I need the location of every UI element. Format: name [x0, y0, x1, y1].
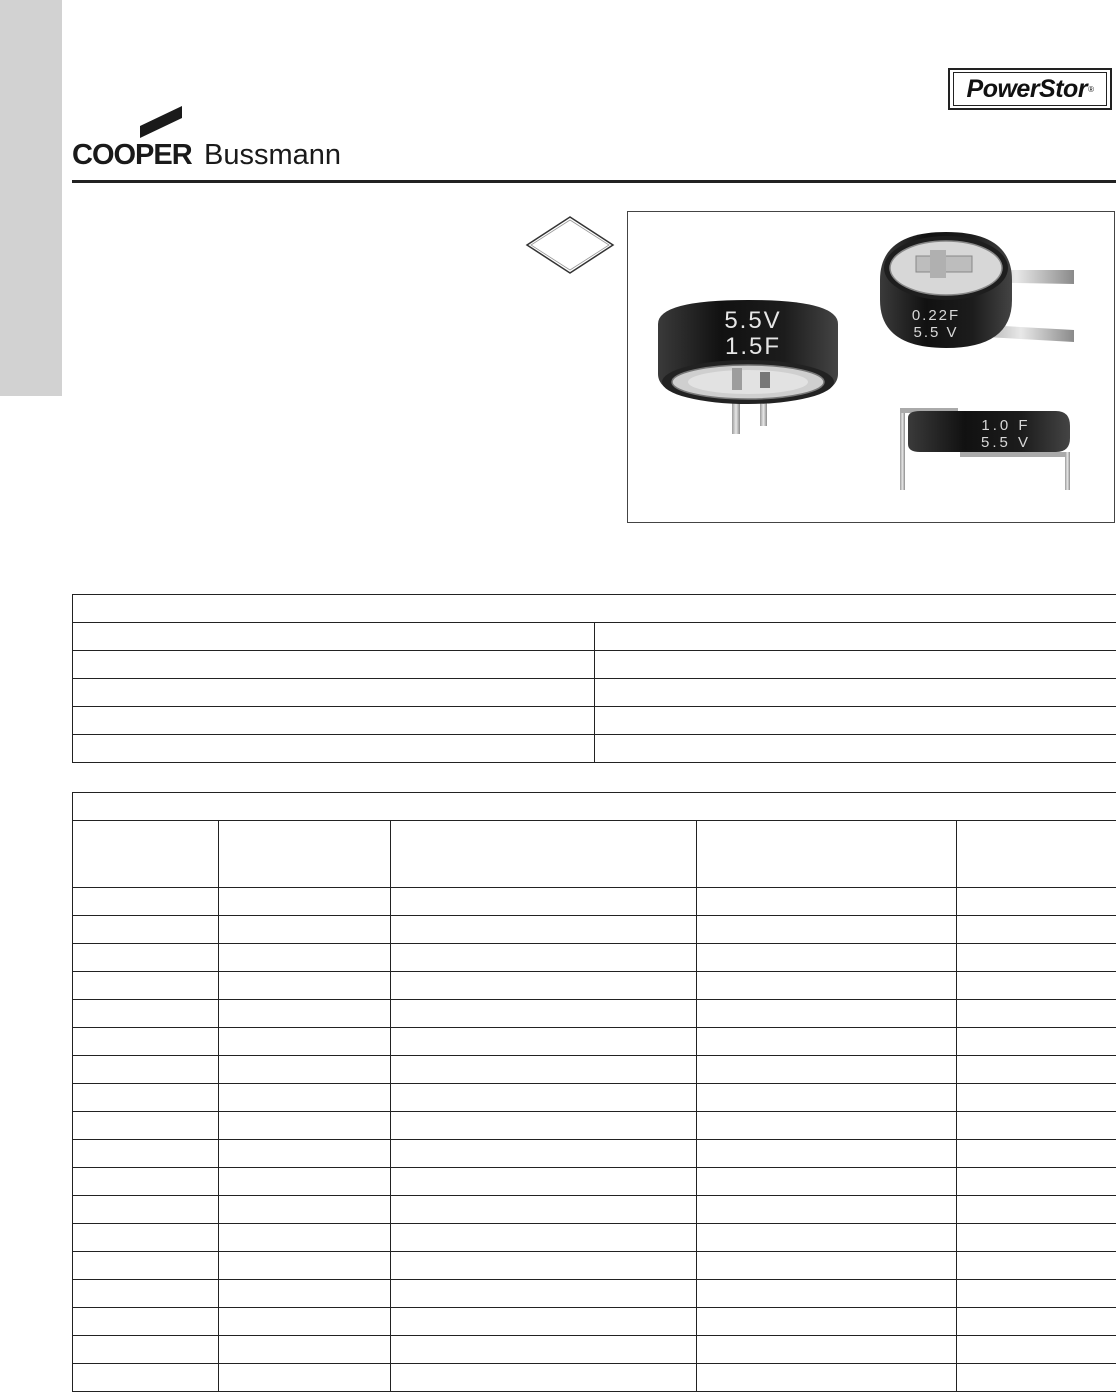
table-cell	[957, 1308, 1116, 1336]
table-cell	[391, 1168, 697, 1196]
table-cell	[219, 1364, 391, 1392]
table-cell	[73, 1308, 219, 1336]
capacitor-coin-capacitance: 0.22F	[911, 307, 961, 324]
table-cell	[391, 888, 697, 916]
cooper-bussmann-logo	[72, 104, 372, 170]
table-cell	[219, 1196, 391, 1224]
table-cell	[219, 1084, 391, 1112]
table-cell	[391, 1280, 697, 1308]
table-cell	[219, 944, 391, 972]
table-title-row	[73, 793, 1116, 821]
powerstor-wordmark: PowerStor	[966, 74, 1088, 103]
table-cell	[697, 1168, 957, 1196]
table-cell	[219, 1140, 391, 1168]
powerstor-logo	[948, 68, 1112, 110]
table-cell	[219, 1308, 391, 1336]
table-cell	[219, 1224, 391, 1252]
table-cell	[697, 1028, 957, 1056]
table-cell	[73, 1000, 219, 1028]
specifications-table	[72, 594, 1116, 763]
table-row	[73, 972, 1116, 1000]
table-cell	[73, 1140, 219, 1168]
table-row	[73, 1280, 1116, 1308]
table-cell	[391, 1056, 697, 1084]
table-cell	[391, 1336, 697, 1364]
product-photo-panel	[627, 211, 1115, 523]
table-cell	[957, 1336, 1116, 1364]
capacitor-large-voltage: 5.5V	[724, 307, 782, 334]
table-row	[73, 735, 1116, 763]
table-cell	[73, 972, 219, 1000]
table-cell	[219, 1252, 391, 1280]
table-cell	[957, 1364, 1116, 1392]
table-row	[73, 1112, 1116, 1140]
header-rule	[72, 180, 1116, 183]
table-cell	[73, 1196, 219, 1224]
table-cell	[697, 1364, 957, 1392]
table-cell	[697, 1196, 957, 1224]
table-row	[73, 916, 1116, 944]
table-cell	[957, 1000, 1116, 1028]
table-cell	[391, 1112, 697, 1140]
table-row	[73, 1140, 1116, 1168]
table-cell	[957, 1196, 1116, 1224]
table-cell	[957, 1168, 1116, 1196]
table-cell	[219, 972, 391, 1000]
table-cell	[957, 1224, 1116, 1252]
table-cell	[697, 1336, 957, 1364]
table-row	[73, 1308, 1116, 1336]
table-cell	[957, 1280, 1116, 1308]
table-cell	[73, 1364, 219, 1392]
table-cell	[957, 888, 1116, 916]
table-row	[73, 1000, 1116, 1028]
table-cell	[697, 972, 957, 1000]
table-cell	[697, 888, 957, 916]
table-cell	[697, 1308, 957, 1336]
table-cell	[73, 1168, 219, 1196]
table-row	[73, 888, 1116, 916]
table-cell	[697, 1112, 957, 1140]
table-cell	[391, 1224, 697, 1252]
ratings-table	[72, 792, 1116, 1392]
table-row	[73, 1364, 1116, 1392]
table-cell	[73, 1084, 219, 1112]
table-cell	[219, 1280, 391, 1308]
table-cell	[73, 1056, 219, 1084]
table-cell	[697, 1084, 957, 1112]
table-cell	[73, 1252, 219, 1280]
table-row	[73, 1196, 1116, 1224]
table-cell	[957, 972, 1116, 1000]
table-row	[73, 707, 1116, 735]
table-cell	[391, 944, 697, 972]
cooper-swoosh-icon	[136, 104, 186, 140]
table-row	[73, 679, 1116, 707]
table-cell	[957, 1252, 1116, 1280]
registered-mark: ®	[1088, 84, 1094, 94]
rohs-diamond-icon	[524, 214, 616, 276]
table-cell	[219, 1168, 391, 1196]
table-cell	[391, 1364, 697, 1392]
table-cell	[73, 944, 219, 972]
capacitor-photos	[628, 212, 1114, 522]
table-row	[73, 1168, 1116, 1196]
table-cell	[957, 1112, 1116, 1140]
table-cell	[697, 1140, 957, 1168]
table-row	[73, 1028, 1116, 1056]
table-cell	[697, 916, 957, 944]
table-cell	[73, 916, 219, 944]
table-cell	[73, 1336, 219, 1364]
table-cell	[697, 1000, 957, 1028]
table-cell	[957, 916, 1116, 944]
table-cell	[219, 888, 391, 916]
capacitor-large-capacitance: 1.5F	[724, 333, 782, 360]
capacitor-coin-voltage: 5.5 V	[913, 324, 959, 341]
table-cell	[697, 1280, 957, 1308]
table-cell	[73, 1112, 219, 1140]
table-cell	[73, 1028, 219, 1056]
table-row	[73, 1252, 1116, 1280]
table-cell	[957, 944, 1116, 972]
table-cell	[957, 1084, 1116, 1112]
table-row	[73, 1224, 1116, 1252]
table-cell	[391, 1028, 697, 1056]
company-name-bold: COOPER	[72, 139, 192, 171]
table-cell	[73, 888, 219, 916]
table-cell	[219, 1028, 391, 1056]
table-cell	[697, 1224, 957, 1252]
table-cell	[391, 1308, 697, 1336]
capacitor-large	[658, 300, 838, 434]
side-tab	[0, 0, 62, 396]
table-cell	[391, 1000, 697, 1028]
table-row	[73, 1056, 1116, 1084]
capacitor-flat-capacitance: 1.0 F	[981, 417, 1031, 434]
capacitor-flat-voltage: 5.5 V	[980, 434, 1032, 451]
table-cell	[391, 1196, 697, 1224]
table-cell	[957, 1028, 1116, 1056]
table-cell	[219, 1336, 391, 1364]
table-cell	[391, 1140, 697, 1168]
table-cell	[219, 1000, 391, 1028]
company-name-regular: Bussmann	[204, 139, 342, 171]
capacitor-flat	[900, 408, 1070, 490]
table-row	[73, 1084, 1116, 1112]
table-cell	[391, 1084, 697, 1112]
capacitor-coin	[880, 232, 1074, 348]
table-cell	[391, 972, 697, 1000]
table-cell	[391, 916, 697, 944]
table-cell	[957, 1140, 1116, 1168]
table-cell	[219, 1056, 391, 1084]
table-cell	[391, 1252, 697, 1280]
table-cell	[219, 1112, 391, 1140]
table-cell	[73, 1224, 219, 1252]
table-row	[73, 623, 1116, 651]
table-row	[73, 944, 1116, 972]
table-cell	[697, 1252, 957, 1280]
table-header-row	[73, 595, 1116, 623]
table-cell	[219, 916, 391, 944]
table-cell	[73, 1280, 219, 1308]
table-row	[73, 1336, 1116, 1364]
table-header-row	[73, 821, 1116, 888]
table-cell	[957, 1056, 1116, 1084]
table-cell	[697, 1056, 957, 1084]
table-cell	[697, 944, 957, 972]
table-row	[73, 651, 1116, 679]
